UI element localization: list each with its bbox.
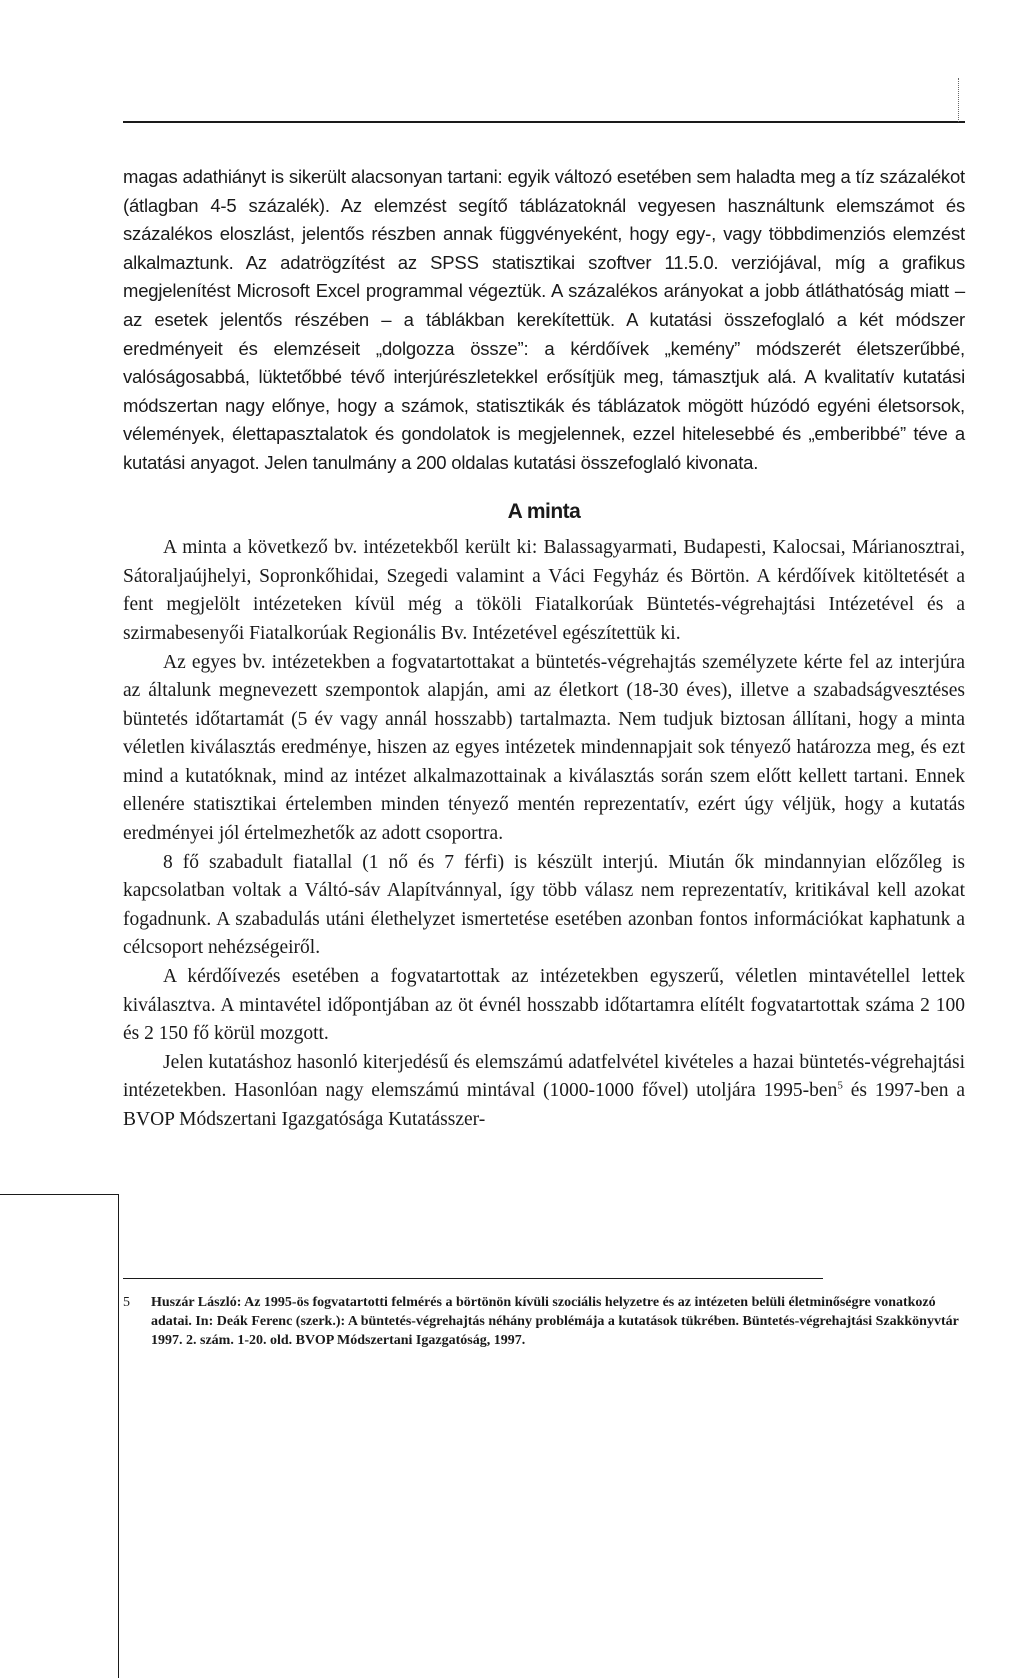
footnote-reference: 5 [837,1079,843,1092]
footnote-rule [123,1278,823,1279]
paragraph-comparison-text: Jelen kutatáshoz hasonló kiterjedésű és elemszámú adatfelvétel kivételes a hazai büntetés-végrehajtási intézetekben. Hasonlóan nagy elemszámú mintával (1000-1000 fővel) utoljára 1995-ben [123,1051,965,1102]
footnote [123,1293,965,1350]
paragraph-released-youth: 8 fő szabadult fiatallal (1 nő és 7 férfi) is készült interjú. Miután ők mindannyian előzőleg is kapcsolatban voltak a Váltó-sáv Alapítvánnyal, így több válasz nem reprezentatív, kritikával kell azokat fogadnunk. A szabadulás utáni élethelyzet ismertetése esetében azonban fontos információkat kaphatunk a célcsoport nehézségeiről. [123,851,965,959]
footnote-text: Huszár László: Az 1995-ös fogvatartotti felmérés a börtönön kívüli szociális helyzetre és az intézeten belüli életminőségre vonatkozó adatai. In: Deák Ferenc (szerk.): A büntetés-végrehajtás néhány problémája a kutatások tükrében. Büntetés-végrehajtási Szakkönyvtár 1997. 2. szám. 1-20. old. BVOP Módszertani Igazgatóság, 1997. [151,1295,959,1348]
footnote-number: 5 [123,1295,130,1310]
section-title: A minta [507,499,581,523]
paragraph-selection: Az egyes bv. intézetekben a fogvatartottakat a büntetés-végrehajtás személyzete kérte fel az interjúra az általunk megnevezett szempontok alapján, ami az életkort (18-30 éves), illetve a szabadságvesztéses büntetés időtartamát (5 év vagy annál hosszabb) tartalmazta. Nem tudjuk biztosan állítani, hogy a minta véletlen kiválasztás eredménye, hiszen az egyes intézetek mindennapjait sok tényező határozza meg, és ezt mind a kutatóknak, mind az intézet alkalmazottainak a kiválasztás során szem előtt kellett tartani. Ennek ellenére statisztikai értelemben minden tényező mentén reprezentatív, ezért úgy véljük, hogy a kutatás eredményei jól értelmezhetők az adott csoportra. [123,651,965,845]
paragraph-comparison-text-end: és 1997-ben a BVOP Módszertani Igazgatósága Kutatásszer- [123,1080,965,1130]
main-text [123,163,965,1135]
header-rule [123,121,965,123]
margin-frame-vertical [118,1194,119,1678]
paragraph-comparison [123,1049,965,1135]
paragraph-questionnaire: A kérdőívezés esetében a fogvatartottak az intézetekben egyszerű, véletlen mintavétellel lettek kiválasztva. A mintavétel időpontjában az öt évnél hosszabb időtartamra elítélt fogvatartottak száma 2 100 és 2 150 fő körül mozgott. [123,966,965,1045]
paragraph-sample-institutions: A minta a következő bv. intézetekből került ki: Balassagyarmati, Budapesti, Kalocsai, Márianosztrai, Sátoraljaújhelyi, Sopronkőhidai, Szegedi valamint a Váci Fegyház és Börtön. A kérdőívek kitöltetését a fent megjelölt intézeteken kívül még a tököli Fiatalkorúak Büntetés-végrehajtási Intézetével és a szirmabesenyői Fiatalkorúak Regionális Bv. Intézetével egészítettük ki. [123,537,965,644]
paragraph-intro: magas adathiányt is sikerült alacsonyan tartani: egyik változó esetében sem haladta meg a tíz százalékot (átlagban 4-5 százalék). Az elemzést segítő táblázatoknál vegyesen használtunk elemszámot és százalékos eloszlást, jelentős részben annak függvényeként, hogy egy-, vagy többdimenziós elemzést alkalmaztunk. Az adatrögzítést az SPSS statisztikai szoftver 11.5.0. verziójával, míg a grafikus megjelenítést Microsoft Excel programmal végeztük. A százalékos arányokat a jobb átláthatóság miatt – az esetek jelentős részében – a táblákban kerekítettük. A kutatási összefoglaló a két módszer eredményeit és elemzéseit „dolgozza össze”: a kérdőívek „kemény” módszerét életszerűbbé, valóságosabbá, lüktetőbbé tévő interjúrészletekkel erősítjük meg, támasztjuk alá. A kvalitatív kutatási módszertan nagy előnye, hogy a számok, statisztikák és táblázatok mögött húzódó egyéni életsorsok, vélemények, élettapasztalatok és gondolatok is megjelennek, ezzel hitelesebbé és „emberibbé” téve a kutatási anyagot. Jelen tanulmány a 200 oldalas kutatási összefoglaló kivonata. [123,166,965,473]
margin-mark [958,78,959,122]
margin-frame-top [0,1194,118,1195]
